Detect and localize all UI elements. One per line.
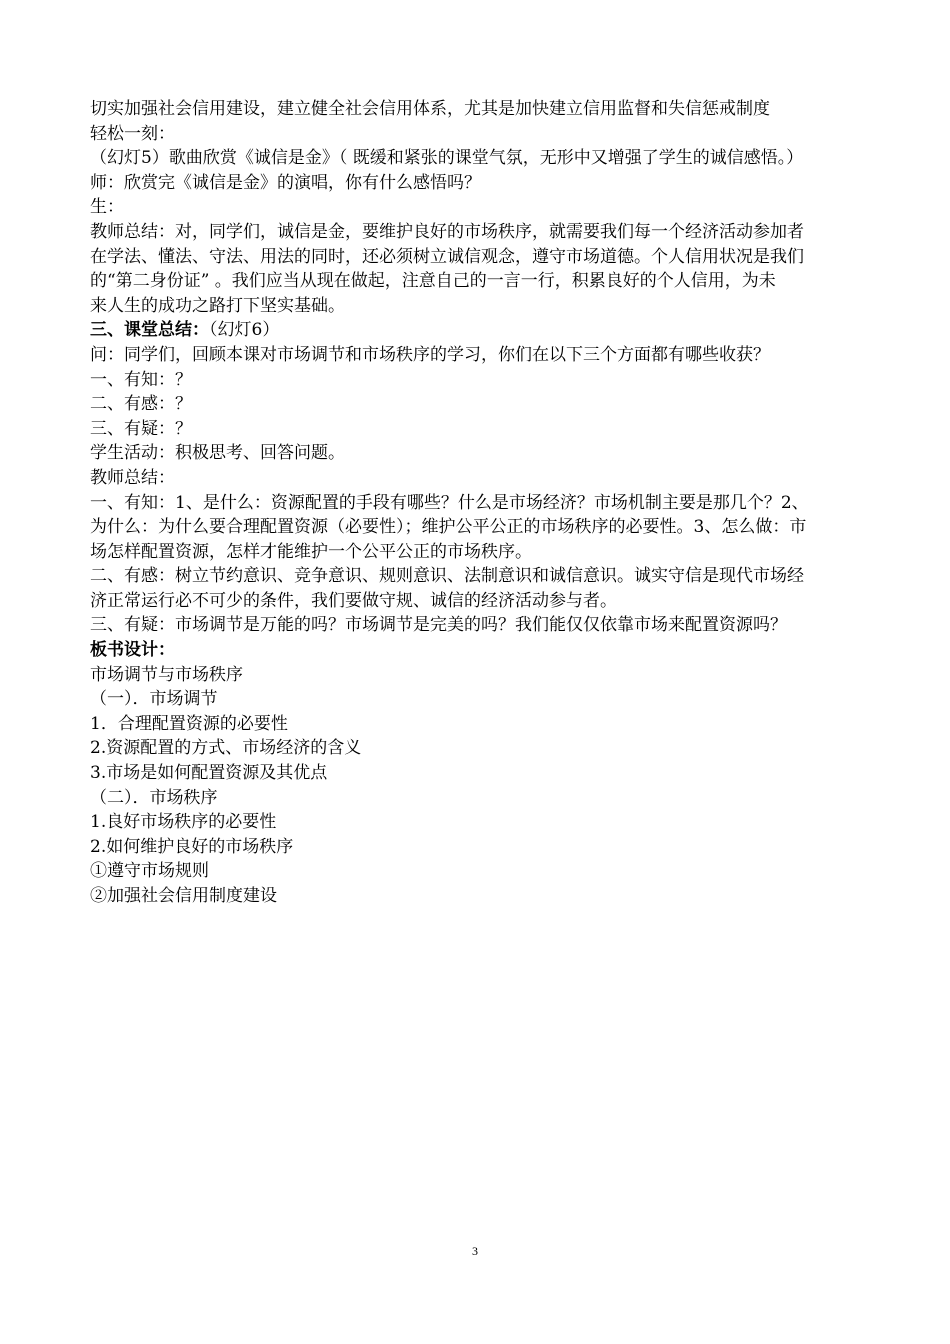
outline-item: 1．合理配置资源的必要性	[90, 713, 288, 734]
list-item: 一、有知：？	[90, 369, 192, 390]
section-label: 轻松一刻：	[90, 123, 175, 144]
page-number: 3	[472, 1244, 478, 1258]
paragraph-line: 的“第二身份证” 。我们应当从现在做起，注意自己的一言一行，积累良好的个人信用，为未	[90, 271, 776, 292]
summary-heading: 三、课堂总结：	[90, 320, 209, 341]
outline-item: 1.良好市场秩序的必要性	[90, 812, 277, 833]
paragraph-line: 教师总结：对，同学们，诚信是金，要维护良好的市场秩序，就需要我们每一个经济活动参加者	[90, 221, 804, 242]
student-answer: 生：	[90, 197, 124, 218]
list-item: 三、有疑：？	[90, 418, 192, 439]
teacher-question: 师：欣赏完《诚信是金》的演唱，你有什么感悟吗？	[90, 172, 481, 193]
paragraph-line: 三、有疑：市场调节是万能的吗？市场调节是完美的吗？我们能仅仅依靠市场来配置资源吗？	[90, 615, 787, 636]
paragraph-line: 教师总结：	[90, 467, 175, 488]
outline-item: （二）．市场秩序	[90, 787, 218, 808]
paragraph-line: 学生活动：积极思考、回答问题。	[90, 443, 345, 464]
paragraph-line: 问：同学们，回顾本课对市场调节和市场秩序的学习，你们在以下三个方面都有哪些收获？	[90, 344, 770, 365]
outline-item: ①遵守市场规则	[90, 861, 209, 882]
board-design-heading: 板书设计：	[90, 640, 175, 661]
paragraph-line: （幻灯5）歌曲欣赏《诚信是金》（ 既缓和紧张的课堂气氛，无形中又增强了学生的诚信感悟。）	[90, 148, 804, 169]
paragraph-line: 在学法、懂法、守法、用法的同时，还必须树立诚信观念，遵守市场道德。个人信用状况是我们	[90, 246, 804, 267]
outline-item: 2.如何维护良好的市场秩序	[90, 836, 294, 857]
outline-item: （一）．市场调节	[90, 689, 218, 710]
outline-item: 3.市场是如何配置资源及其优点	[90, 763, 328, 784]
paragraph-line: 来人生的成功之路打下坚实基础。	[90, 295, 345, 316]
paragraph-line: 济正常运行必不可少的条件，我们要做守规、诚信的经济活动参与者。	[90, 590, 617, 611]
outline-item: 2.资源配置的方式、市场经济的含义	[90, 738, 362, 759]
paragraph-line: 切实加强社会信用建设，建立健全社会信用体系，尤其是加快建立信用监督和失信惩戒制度	[90, 99, 770, 119]
paragraph-line: 为什么：为什么要合理配置资源（必要性）；维护公平公正的市场秩序的必要性。3、怎么做：市	[90, 517, 807, 538]
document-body	[90, 97, 880, 909]
paragraph-line: 场怎样配置资源，怎样才能维护一个公平公正的市场秩序。	[90, 541, 532, 562]
outline-item: ②加强社会信用制度建设	[90, 886, 277, 906]
list-item: 二、有感：？	[90, 394, 192, 415]
paragraph-line: 一、有知：1、是什么：资源配置的手段有哪些？什么是市场经济？市场机制主要是那几个？2、	[90, 492, 809, 513]
outline-title: 市场调节与市场秩序	[90, 664, 243, 685]
summary-slide-note: （幻灯6）	[209, 320, 280, 341]
paragraph-line: 二、有感：树立节约意识、竞争意识、规则意识、法制意识和诚信意识。诚实守信是现代市场经	[90, 566, 804, 587]
section-heading-summary	[90, 318, 880, 343]
